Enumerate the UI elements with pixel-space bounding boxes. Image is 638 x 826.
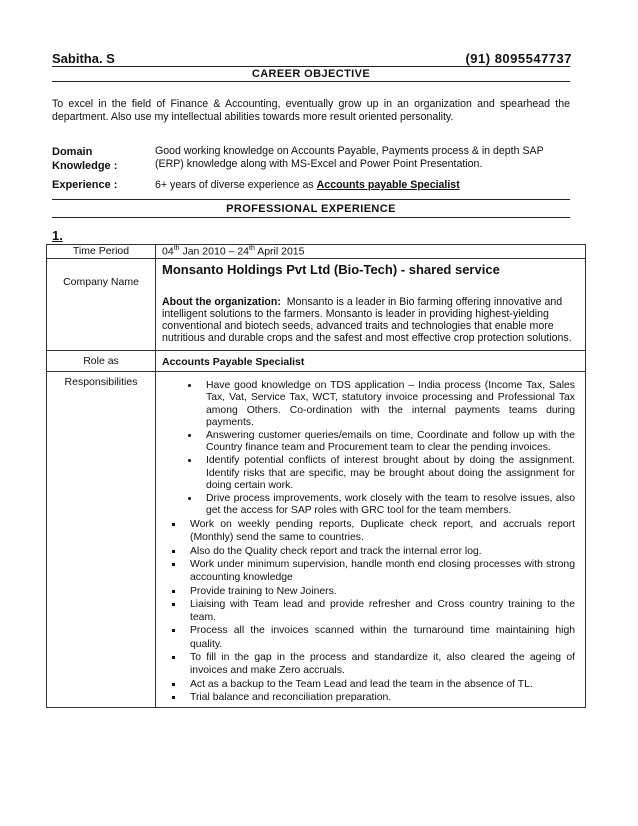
phone-number: (91) 8095547737	[465, 51, 572, 66]
domain-label-line2: Knowledge :	[52, 160, 118, 172]
experience-label: Experience :	[52, 179, 118, 191]
professional-bottom-divider	[52, 217, 570, 218]
domain-knowledge-value: Good working knowledge on Accounts Payable, Payments process & in depth SAP (ERP) knowledge along with MS-Excel and Power Point Presentation.	[155, 145, 544, 170]
domain-label-line1: Domain	[52, 146, 93, 158]
header-divider	[52, 66, 570, 67]
role-value: Accounts Payable Specialist	[162, 355, 305, 368]
time-period-row	[47, 245, 586, 259]
role-value-cell	[156, 350, 586, 371]
list-item: ▪ Liaising with Team lead and provide refresher and Cross country training to the team.	[184, 598, 575, 625]
list-item: ▪ Also do the Quality check report and track the internal error log.	[184, 545, 575, 558]
list-item: • Answering customer queries/emails on time, Coordinate and follow up with the Country finance team and Procurement team to clear the pending invoices.	[200, 430, 575, 455]
time-period-label: Time Period	[47, 245, 156, 259]
career-objective-heading: CAREER OBJECTIVE	[251, 68, 371, 80]
list-item: ▪ Work on weekly pending reports, Duplicate check report, and accruals report (Monthly) send the same to countries.	[184, 518, 575, 545]
list-item: • Identify potential conflicts of interest brought about by doing the assignment. Identify risks that are specific, may be brought about doing the assignment for doing certain work.	[200, 455, 575, 493]
list-item: • Drive process improvements, work closely with the team to resolve issues, also get the access for SAP roles with GRC tool for the team members.	[200, 493, 575, 518]
experience-number: 1.	[52, 228, 63, 243]
candidate-name: Sabitha. S	[52, 51, 115, 66]
professional-top-divider	[52, 199, 570, 200]
career-divider	[52, 81, 570, 82]
list-item: • Have good knowledge on TDS application – India process (Income Tax, Sales Tax, Vat, Service Tax, WCT, statutory invoice processing and Professional Tax among Others. Co-ordination with the internal payments teams during payments.	[200, 380, 575, 430]
role-row	[47, 350, 586, 371]
list-item: ▪ Trial balance and reconciliation preparation.	[184, 691, 575, 704]
company-name-value: Monsanto Holdings Pvt Ltd (Bio-Tech) - shared service	[162, 261, 500, 277]
list-item: ▪ Provide training to New Joiners.	[184, 585, 575, 598]
professional-experience-heading: PROFESSIONAL EXPERIENCE	[226, 203, 396, 215]
experience-prefix: 6+ years of diverse experience as	[155, 179, 314, 191]
company-row	[47, 258, 586, 350]
list-item: ▪ Work under minimum supervision, handle month end closing processes with strong accounting knowledge	[184, 558, 575, 585]
responsibilities-row	[47, 371, 586, 708]
career-objective-text: To excel in the field of Finance & Accounting, eventually grow up in an organization and spearhead the department. Also use my intellectual abilities towards more result oriented personality.	[52, 98, 570, 123]
list-item: ▪ To fill in the gap in the process and standardize it, also cleared the ageing of invoices and make Zero accruals.	[184, 651, 575, 678]
about-organization	[162, 296, 575, 346]
list-item: ▪ Act as a backup to the Team Lead and lead the team in the absence of TL.	[184, 678, 575, 691]
company-name-label: Company Name	[47, 258, 156, 350]
primary-responsibilities	[162, 380, 575, 519]
time-period-value: 04th Jan 2010 – 24th April 2015	[156, 245, 586, 259]
about-label: About the organization:	[162, 295, 281, 308]
company-cell	[156, 258, 586, 350]
experience-table	[46, 244, 586, 708]
responsibilities-cell	[156, 371, 586, 708]
about-text: Monsanto is a leader in Bio farming offering innovative and intelligent solutions to the farmers. Monsanto is leader in providing highest-yielding conventional and biotech seeds, advanced traits and technologies that enable more nutritious and durable crops and the safest and most effective crop protection solutions.	[162, 295, 572, 344]
experience-role: Accounts payable Specialist	[316, 179, 460, 191]
list-item: ▪ Process all the invoices scanned within the turnaround time maintaining high quality.	[184, 624, 575, 651]
experience-value	[155, 179, 575, 192]
role-label: Role as	[47, 350, 156, 371]
responsibilities-label: Responsibilities	[47, 371, 156, 708]
secondary-responsibilities	[162, 518, 575, 704]
